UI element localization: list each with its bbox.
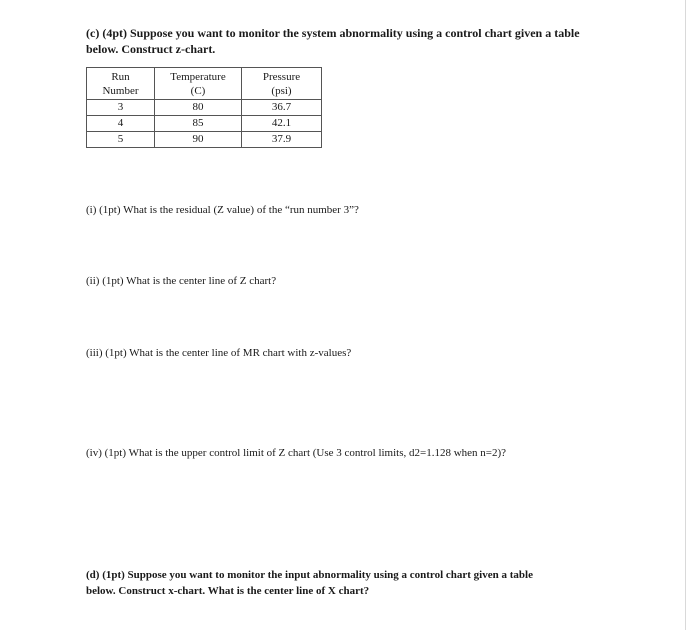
header-temperature-line2: (C) [190, 85, 206, 97]
question-iii: (iii) (1pt) What is the center line of MR chart with z-values? [86, 347, 352, 359]
table-row [87, 132, 322, 148]
question-i: (i) (1pt) What is the residual (Z value) of the “run number 3”? [86, 204, 359, 216]
part-c-heading-line1: (c) (4pt) Suppose you want to monitor the system abnormality using a control chart given a table [86, 26, 580, 40]
table-header-row [87, 68, 322, 100]
cell-run-number: 5 [87, 132, 155, 148]
run-data-table [86, 67, 322, 148]
header-temperature [155, 68, 242, 100]
part-c-heading [86, 25, 646, 57]
cell-pressure: 36.7 [242, 100, 322, 116]
cell-pressure: 37.9 [242, 132, 322, 148]
cell-pressure: 42.1 [242, 116, 322, 132]
header-run-number-line2: Number [102, 85, 139, 97]
cell-temperature: 80 [155, 100, 242, 116]
table-row [87, 100, 322, 116]
part-d-heading-line2: below. Construct x-chart. What is the center line of X chart? [86, 585, 370, 597]
part-d-heading [86, 567, 646, 599]
header-temperature-line1: Temperature [170, 71, 226, 83]
question-ii: (ii) (1pt) What is the center line of Z chart? [86, 275, 277, 287]
part-c-heading-line2: below. Construct z-chart. [86, 42, 216, 56]
cell-temperature: 90 [155, 132, 242, 148]
table-row [87, 116, 322, 132]
question-iv: (iv) (1pt) What is the upper control limit of Z chart (Use 3 control limits, d2=1.128 when n=2)? [86, 447, 507, 459]
cell-run-number: 3 [87, 100, 155, 116]
header-pressure [242, 68, 322, 100]
part-d-heading-line1: (d) (1pt) Suppose you want to monitor the input abnormality using a control chart given a table [86, 569, 533, 581]
header-run-number [87, 68, 155, 100]
header-run-number-line1: Run [111, 71, 130, 83]
page-edge-divider [685, 0, 686, 630]
cell-run-number: 4 [87, 116, 155, 132]
header-pressure-line2: (psi) [271, 85, 292, 97]
header-pressure-line1: Pressure [262, 71, 301, 83]
cell-temperature: 85 [155, 116, 242, 132]
